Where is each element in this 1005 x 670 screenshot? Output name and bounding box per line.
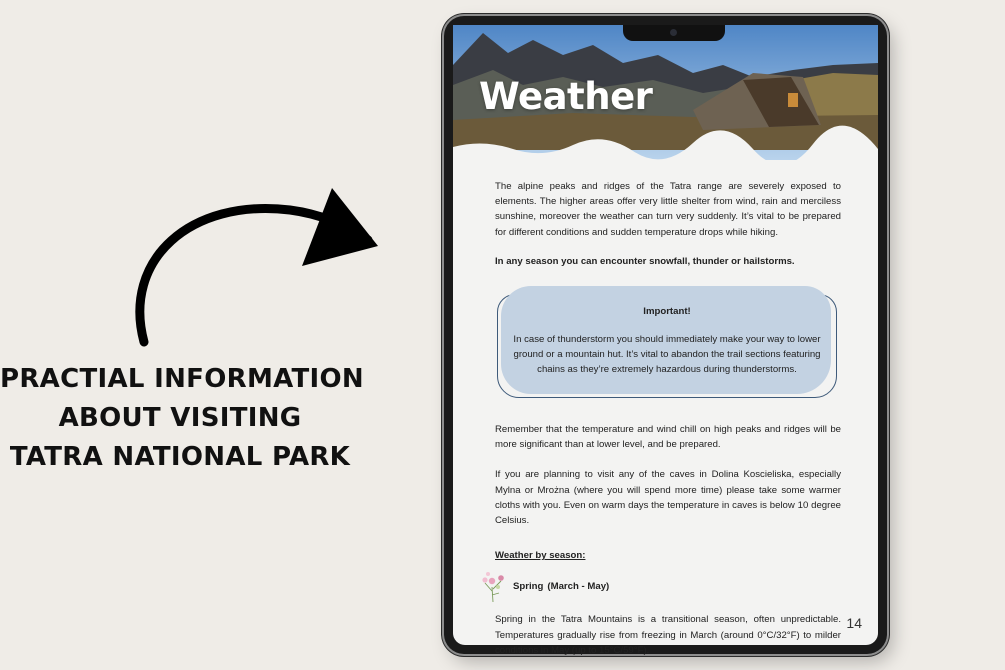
intro-paragraph: The alpine peaks and ridges of the Tatra range are severely exposed to elements. The higher areas offer very little shelter from wind, rain and merciless sunshine, moreover the weather can turn very suddenly. It’s vital to be prepared for different conditions and sudden temperature drops while hiking.	[495, 181, 841, 238]
important-text: In case of thunderstorm you should immediately make your way to lower ground or a mountain hut. It’s vital to abandon the trail sections featuring chains as they’re extremely hazardous during thunderstorms.	[513, 334, 821, 376]
wind-chill-paragraph: Remember that the temperature and wind chill on high peaks and ridges will be more significant than at lower level, and be prepared.	[495, 424, 841, 451]
tablet-screen	[453, 25, 878, 656]
curved-arrow-icon	[120, 180, 390, 355]
caption-line-3: TATRA NATIONAL PARK	[9, 442, 351, 472]
tablet-device	[444, 16, 887, 654]
spring-paragraph: Spring in the Tatra Mountains is a transitional season, often unpredictable. Temperatures gradually rise from freezing in March (around 0°C/32°F) to milder conditions in May (up to 15°C/59°F).	[495, 614, 841, 656]
important-box	[497, 286, 837, 398]
season-warning: In any season you can encounter snowfall, thunder or hailstorms.	[495, 255, 795, 267]
page-title: Weather	[479, 75, 653, 118]
camera-notch	[623, 25, 725, 41]
caves-paragraph: If you are planning to visit any of the caves in Dolina Koscieliska, especially Mylna or Mrożna (where you will spend more time) please take some warmer cloths with you. Even on warm days the temperature in caves is below 10 degree Celsius.	[495, 469, 841, 527]
important-title: Important!	[643, 306, 691, 318]
header-photo	[453, 25, 878, 160]
page-content	[495, 179, 841, 658]
flower-icon	[479, 569, 507, 603]
caption-line-1: PRACTIAL INFORMATION	[0, 364, 364, 394]
caption-line-2: ABOUT VISITING	[58, 403, 302, 433]
spring-months: (March - May)	[547, 580, 610, 592]
spring-row	[479, 569, 841, 603]
spring-label: Spring	[513, 580, 544, 592]
page-number: 14	[846, 615, 862, 631]
caption	[0, 360, 364, 477]
weather-by-season-heading: Weather by season:	[495, 550, 586, 562]
